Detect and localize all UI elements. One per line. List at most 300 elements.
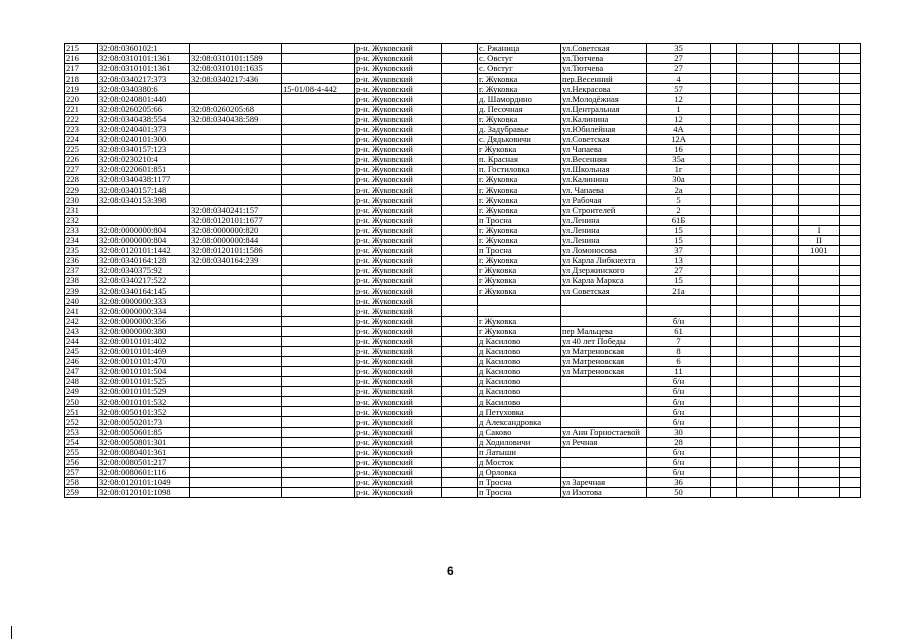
- cell-parent-cadastral-number: 32:08:0340217:436: [190, 74, 282, 84]
- cell-blank-e: [840, 165, 861, 175]
- cell-blank-b: [711, 387, 737, 397]
- cell-blank-e: [840, 44, 861, 54]
- cell-settlement: с. Ржаница: [478, 44, 561, 54]
- cell-blank-e: [840, 205, 861, 215]
- cell-row-number: 244: [65, 336, 98, 346]
- cell-settlement: д Ходиловичи: [478, 437, 561, 447]
- cell-blank-d: [773, 306, 799, 316]
- cell-house-number: 8: [647, 346, 711, 356]
- cell-row-number: 236: [65, 255, 98, 265]
- cell-blank-b: [711, 367, 737, 377]
- cell-registration-number: [282, 488, 355, 498]
- cell-registration-number: [282, 225, 355, 235]
- cell-cadastral-number: 32:08:0240101:300: [98, 134, 190, 144]
- cell-registration-number: [282, 155, 355, 165]
- cell-room-number: [799, 467, 840, 477]
- cell-room-number: [799, 255, 840, 265]
- cell-registration-number: [282, 437, 355, 447]
- cell-street: [561, 467, 647, 477]
- cell-blank-e: [840, 316, 861, 326]
- cell-row-number: 234: [65, 235, 98, 245]
- cell-blank-e: [840, 397, 861, 407]
- cell-blank-e: [840, 296, 861, 306]
- cell-blank-a: [442, 175, 478, 185]
- page-number: 6: [447, 564, 454, 578]
- cell-room-number: [799, 306, 840, 316]
- cell-house-number: 57: [647, 84, 711, 94]
- cell-blank-e: [840, 417, 861, 427]
- cell-blank-c: [737, 427, 773, 437]
- cell-blank-a: [442, 407, 478, 417]
- cell-registration-number: [282, 306, 355, 316]
- cell-blank-b: [711, 447, 737, 457]
- cell-parent-cadastral-number: [190, 306, 282, 316]
- cell-registration-number: [282, 397, 355, 407]
- cell-registration-number: [282, 235, 355, 245]
- cell-street: [561, 397, 647, 407]
- cell-street: ул Анн Горностаевой: [561, 427, 647, 437]
- cell-house-number: б/н: [647, 377, 711, 387]
- cell-blank-d: [773, 165, 799, 175]
- cell-room-number: [799, 326, 840, 336]
- cell-row-number: 216: [65, 54, 98, 64]
- cell-district: р-н. Жуковский: [355, 104, 442, 114]
- cell-blank-b: [711, 346, 737, 356]
- cell-street: ул.Ленина: [561, 215, 647, 225]
- cell-blank-a: [442, 104, 478, 114]
- table-row: [65, 407, 861, 417]
- cell-parent-cadastral-number: [190, 427, 282, 437]
- cell-settlement: п. Гостиловка: [478, 165, 561, 175]
- cell-cadastral-number: 32:08:0000000:804: [98, 235, 190, 245]
- cell-registration-number: [282, 467, 355, 477]
- cell-blank-b: [711, 255, 737, 265]
- cell-parent-cadastral-number: 32:08:0260205:68: [190, 104, 282, 114]
- cell-blank-c: [737, 367, 773, 377]
- cell-cadastral-number: 32:08:0080401:361: [98, 447, 190, 457]
- cell-blank-a: [442, 306, 478, 316]
- cell-settlement: г Жуковка: [478, 276, 561, 286]
- cell-registration-number: [282, 104, 355, 114]
- cell-district: р-н. Жуковский: [355, 64, 442, 74]
- cell-cadastral-number: 32:08:0050601:85: [98, 427, 190, 437]
- cell-room-number: [799, 356, 840, 366]
- cell-parent-cadastral-number: [190, 346, 282, 356]
- cell-street: ул.Тютчева: [561, 64, 647, 74]
- cell-settlement: г Жуковка: [478, 326, 561, 336]
- cell-house-number: 15: [647, 276, 711, 286]
- cell-blank-d: [773, 104, 799, 114]
- cell-blank-d: [773, 195, 799, 205]
- cell-street: [561, 377, 647, 387]
- cell-row-number: 235: [65, 245, 98, 255]
- cell-blank-c: [737, 144, 773, 154]
- cell-blank-d: [773, 407, 799, 417]
- cell-cadastral-number: 32:08:0260205:66: [98, 104, 190, 114]
- cell-registration-number: [282, 215, 355, 225]
- cell-blank-e: [840, 377, 861, 387]
- table-row: [65, 336, 861, 346]
- cell-room-number: [799, 205, 840, 215]
- cell-house-number: 2а: [647, 185, 711, 195]
- cell-room-number: [799, 387, 840, 397]
- cell-blank-a: [442, 437, 478, 447]
- cell-blank-a: [442, 397, 478, 407]
- cell-house-number: 1: [647, 104, 711, 114]
- cell-settlement: г. Жуковка: [478, 195, 561, 205]
- cell-street: [561, 306, 647, 316]
- cell-blank-e: [840, 457, 861, 467]
- table-row: [65, 155, 861, 165]
- table-row: [65, 165, 861, 175]
- cell-parent-cadastral-number: [190, 367, 282, 377]
- cell-cadastral-number: 32:08:0000000:356: [98, 316, 190, 326]
- table-row: [65, 266, 861, 276]
- cell-blank-e: [840, 225, 861, 235]
- cell-parent-cadastral-number: [190, 377, 282, 387]
- cell-blank-a: [442, 124, 478, 134]
- cell-blank-c: [737, 356, 773, 366]
- table-row: [65, 276, 861, 286]
- cell-registration-number: [282, 245, 355, 255]
- cell-blank-c: [737, 467, 773, 477]
- cell-row-number: 253: [65, 427, 98, 437]
- cell-registration-number: [282, 64, 355, 74]
- cell-district: р-н. Жуковский: [355, 185, 442, 195]
- cell-room-number: [799, 54, 840, 64]
- cell-parent-cadastral-number: 32:08:0340164:239: [190, 255, 282, 265]
- cell-blank-a: [442, 255, 478, 265]
- cell-district: р-н. Жуковский: [355, 306, 442, 316]
- cell-blank-c: [737, 397, 773, 407]
- cell-settlement: д Мосток: [478, 457, 561, 467]
- cell-blank-b: [711, 478, 737, 488]
- cell-blank-d: [773, 356, 799, 366]
- cell-blank-c: [737, 245, 773, 255]
- cell-blank-a: [442, 467, 478, 477]
- cell-blank-b: [711, 64, 737, 74]
- cell-district: р-н. Жуковский: [355, 245, 442, 255]
- cell-blank-c: [737, 175, 773, 185]
- cell-row-number: 218: [65, 74, 98, 84]
- cell-blank-d: [773, 64, 799, 74]
- cell-room-number: II: [799, 235, 840, 245]
- cell-blank-a: [442, 427, 478, 437]
- cell-house-number: 6: [647, 356, 711, 366]
- cell-street: ул.Молодёжная: [561, 94, 647, 104]
- cell-district: р-н. Жуковский: [355, 235, 442, 245]
- cell-blank-d: [773, 74, 799, 84]
- cell-cadastral-number: 32:08:0360102:1: [98, 44, 190, 54]
- cell-settlement: д. Задубравье: [478, 124, 561, 134]
- cell-settlement: п Тросна: [478, 488, 561, 498]
- cell-cadastral-number: 32:08:0000000:804: [98, 225, 190, 235]
- cell-blank-e: [840, 478, 861, 488]
- cell-row-number: 233: [65, 225, 98, 235]
- cell-street: ул.Ленина: [561, 225, 647, 235]
- cell-blank-b: [711, 114, 737, 124]
- cell-blank-b: [711, 225, 737, 235]
- cell-parent-cadastral-number: [190, 276, 282, 286]
- cell-blank-c: [737, 195, 773, 205]
- cell-blank-b: [711, 144, 737, 154]
- cell-blank-a: [442, 417, 478, 427]
- cell-settlement: п Латыши: [478, 447, 561, 457]
- cell-parent-cadastral-number: [190, 316, 282, 326]
- cell-blank-d: [773, 296, 799, 306]
- cell-cadastral-number: 32:08:0340153:398: [98, 195, 190, 205]
- cell-house-number: б/н: [647, 387, 711, 397]
- cell-blank-d: [773, 447, 799, 457]
- cell-blank-a: [442, 54, 478, 64]
- cell-blank-e: [840, 175, 861, 185]
- cell-room-number: [799, 346, 840, 356]
- cell-parent-cadastral-number: [190, 296, 282, 306]
- cell-street: [561, 457, 647, 467]
- cell-house-number: б/н: [647, 407, 711, 417]
- cell-cadastral-number: 32:08:0000000:380: [98, 326, 190, 336]
- cell-house-number: 11: [647, 367, 711, 377]
- cell-blank-b: [711, 437, 737, 447]
- cell-blank-c: [737, 387, 773, 397]
- cell-blank-d: [773, 245, 799, 255]
- cell-street: пер.Весенний: [561, 74, 647, 84]
- cell-settlement: г Жуковка: [478, 286, 561, 296]
- cell-registration-number: [282, 407, 355, 417]
- cell-blank-b: [711, 235, 737, 245]
- cell-blank-b: [711, 104, 737, 114]
- cell-street: ул 40 лет Победы: [561, 336, 647, 346]
- cell-settlement: г. Жуковка: [478, 74, 561, 84]
- cell-parent-cadastral-number: [190, 457, 282, 467]
- cell-cadastral-number: 32:08:0340157:123: [98, 144, 190, 154]
- cell-street: ул.Центральная: [561, 104, 647, 114]
- cell-registration-number: [282, 417, 355, 427]
- cell-blank-e: [840, 266, 861, 276]
- cell-blank-d: [773, 114, 799, 124]
- cell-row-number: 220: [65, 94, 98, 104]
- cell-parent-cadastral-number: [190, 387, 282, 397]
- cell-blank-e: [840, 185, 861, 195]
- cell-district: р-н. Жуковский: [355, 437, 442, 447]
- cell-district: р-н. Жуковский: [355, 316, 442, 326]
- cell-parent-cadastral-number: [190, 437, 282, 447]
- cell-room-number: [799, 94, 840, 104]
- cell-blank-a: [442, 336, 478, 346]
- cell-registration-number: [282, 54, 355, 64]
- cell-blank-e: [840, 104, 861, 114]
- table-row: [65, 195, 861, 205]
- cell-parent-cadastral-number: [190, 326, 282, 336]
- cell-street: [561, 316, 647, 326]
- cell-street: ул Чапаева: [561, 144, 647, 154]
- cell-settlement: п Тросна: [478, 478, 561, 488]
- cell-parent-cadastral-number: [190, 124, 282, 134]
- cell-blank-d: [773, 215, 799, 225]
- cell-cadastral-number: 32:08:0010101:469: [98, 346, 190, 356]
- table-row: [65, 346, 861, 356]
- cell-settlement: д Касилово: [478, 336, 561, 346]
- cell-blank-d: [773, 367, 799, 377]
- cell-district: р-н. Жуковский: [355, 356, 442, 366]
- cell-blank-b: [711, 205, 737, 215]
- cell-blank-d: [773, 175, 799, 185]
- cell-cadastral-number: 32:08:0120101:1098: [98, 488, 190, 498]
- cell-parent-cadastral-number: [190, 94, 282, 104]
- cell-parent-cadastral-number: 32:08:0120101:1677: [190, 215, 282, 225]
- cell-blank-d: [773, 397, 799, 407]
- cell-blank-d: [773, 225, 799, 235]
- cell-street: ул.Школьная: [561, 165, 647, 175]
- cell-room-number: [799, 165, 840, 175]
- cell-blank-d: [773, 387, 799, 397]
- cell-house-number: 15: [647, 225, 711, 235]
- cell-room-number: [799, 134, 840, 144]
- cell-parent-cadastral-number: [190, 407, 282, 417]
- cell-blank-b: [711, 377, 737, 387]
- cell-blank-a: [442, 144, 478, 154]
- cell-blank-e: [840, 356, 861, 366]
- cell-registration-number: [282, 457, 355, 467]
- cell-room-number: [799, 185, 840, 195]
- cell-row-number: 231: [65, 205, 98, 215]
- cell-blank-d: [773, 346, 799, 356]
- cell-row-number: 241: [65, 306, 98, 316]
- cell-settlement: с. Дядьковичи: [478, 134, 561, 144]
- cell-blank-b: [711, 397, 737, 407]
- cell-parent-cadastral-number: [190, 175, 282, 185]
- cell-registration-number: [282, 205, 355, 215]
- cell-parent-cadastral-number: [190, 155, 282, 165]
- cell-parent-cadastral-number: 32:08:0340241:157: [190, 205, 282, 215]
- cell-blank-d: [773, 124, 799, 134]
- cell-cadastral-number: 32:08:0240801:440: [98, 94, 190, 104]
- cell-parent-cadastral-number: [190, 266, 282, 276]
- cell-district: р-н. Жуковский: [355, 175, 442, 185]
- cell-row-number: 228: [65, 175, 98, 185]
- cell-blank-e: [840, 437, 861, 447]
- cell-cadastral-number: 32:08:0340217:373: [98, 74, 190, 84]
- cell-cadastral-number: 32:08:0310101:1361: [98, 54, 190, 64]
- cell-blank-c: [737, 74, 773, 84]
- cell-settlement: г Жуковка: [478, 144, 561, 154]
- cell-cadastral-number: 32:08:0340164:145: [98, 286, 190, 296]
- cell-room-number: [799, 336, 840, 346]
- cell-blank-d: [773, 84, 799, 94]
- cell-blank-d: [773, 488, 799, 498]
- cell-parent-cadastral-number: 32:08:0310101:1589: [190, 54, 282, 64]
- cell-house-number: 21а: [647, 286, 711, 296]
- cell-blank-b: [711, 54, 737, 64]
- table-row: [65, 175, 861, 185]
- cell-district: р-н. Жуковский: [355, 336, 442, 346]
- table-row: [65, 64, 861, 74]
- cell-blank-d: [773, 205, 799, 215]
- table-body: [65, 44, 861, 498]
- cell-row-number: 223: [65, 124, 98, 134]
- cell-blank-e: [840, 447, 861, 457]
- cell-registration-number: [282, 94, 355, 104]
- cell-registration-number: [282, 367, 355, 377]
- cell-room-number: [799, 367, 840, 377]
- cell-blank-e: [840, 467, 861, 477]
- cell-room-number: [799, 417, 840, 427]
- cell-settlement: г. Жуковка: [478, 205, 561, 215]
- cell-house-number: 30а: [647, 175, 711, 185]
- cell-blank-b: [711, 316, 737, 326]
- cell-blank-c: [737, 336, 773, 346]
- cell-blank-c: [737, 478, 773, 488]
- cell-blank-a: [442, 44, 478, 54]
- cell-row-number: 226: [65, 155, 98, 165]
- cell-room-number: [799, 478, 840, 488]
- cell-street: ул.Некрасова: [561, 84, 647, 94]
- cell-cadastral-number: 32:08:0340164:128: [98, 255, 190, 265]
- cell-district: р-н. Жуковский: [355, 478, 442, 488]
- table-row: [65, 94, 861, 104]
- cell-blank-b: [711, 407, 737, 417]
- cell-street: ул Карла Маркса: [561, 276, 647, 286]
- cell-parent-cadastral-number: [190, 356, 282, 366]
- table-row: [65, 478, 861, 488]
- cell-blank-a: [442, 195, 478, 205]
- cell-blank-c: [737, 165, 773, 175]
- cell-cadastral-number: 32:08:0120101:1442: [98, 245, 190, 255]
- cell-house-number: 12: [647, 94, 711, 104]
- cell-blank-b: [711, 326, 737, 336]
- table-row: [65, 84, 861, 94]
- cell-blank-c: [737, 114, 773, 124]
- cell-blank-c: [737, 437, 773, 447]
- cell-row-number: 258: [65, 478, 98, 488]
- cell-district: р-н. Жуковский: [355, 165, 442, 175]
- cell-room-number: [799, 296, 840, 306]
- cell-house-number: [647, 306, 711, 316]
- cell-street: ул. Чапаева: [561, 185, 647, 195]
- table-row: [65, 114, 861, 124]
- cell-blank-c: [737, 377, 773, 387]
- cell-district: р-н. Жуковский: [355, 296, 442, 306]
- cell-house-number: 2: [647, 205, 711, 215]
- cell-parent-cadastral-number: 32:08:0340438:589: [190, 114, 282, 124]
- cell-blank-a: [442, 457, 478, 467]
- cell-blank-d: [773, 437, 799, 447]
- cell-cadastral-number: 32:08:0010101:525: [98, 377, 190, 387]
- cell-street: ул.Тютчева: [561, 54, 647, 64]
- cell-parent-cadastral-number: [190, 447, 282, 457]
- cell-cadastral-number: 32:08:0340438:554: [98, 114, 190, 124]
- cell-blank-a: [442, 74, 478, 84]
- cell-settlement: г. Жуковка: [478, 225, 561, 235]
- cell-house-number: 27: [647, 266, 711, 276]
- cell-house-number: 61Б: [647, 215, 711, 225]
- cell-blank-a: [442, 225, 478, 235]
- cell-row-number: 246: [65, 356, 98, 366]
- cell-blank-b: [711, 336, 737, 346]
- cell-blank-c: [737, 84, 773, 94]
- cell-street: ул.Советская: [561, 44, 647, 54]
- cell-house-number: 13: [647, 255, 711, 265]
- cell-district: р-н. Жуковский: [355, 74, 442, 84]
- cell-blank-e: [840, 427, 861, 437]
- cell-parent-cadastral-number: [190, 336, 282, 346]
- cell-blank-b: [711, 427, 737, 437]
- table-row: [65, 306, 861, 316]
- cell-room-number: [799, 397, 840, 407]
- cell-blank-c: [737, 407, 773, 417]
- table-row: [65, 215, 861, 225]
- cell-parent-cadastral-number: 32:08:0000000:820: [190, 225, 282, 235]
